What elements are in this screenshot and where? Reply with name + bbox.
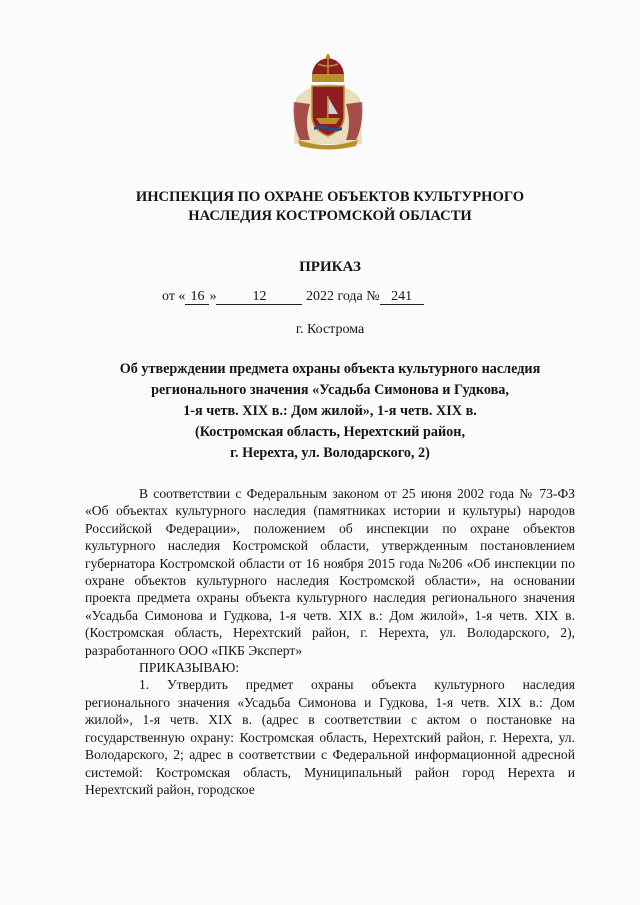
org-line-1: ИНСПЕКЦИЯ ПО ОХРАНЕ ОБЪЕКТОВ КУЛЬТУРНОГО bbox=[135, 189, 525, 205]
date-prefix: от « bbox=[162, 289, 186, 304]
title-line: регионального значения «Усадьба Симонова и Гудкова, bbox=[151, 382, 509, 398]
document-title bbox=[70, 359, 590, 464]
title-line: 1-я четв. XIX в.: Дом жилой», 1-я четв. XIX в. bbox=[183, 403, 477, 419]
item-1-paragraph: 1. Утвердить предмет охраны объекта культурного наследия регионального значения «Усадьба Симонова и Гудкова, 1-я четв. XIX в.: Дом жилой», 1-я четв. XIX в. (адрес в соответствии с актом о постановке на государственную охрану: Костромская область, Нерехтский район, г. Нерехта, ул. Володарского, 2; адрес в соответствии с Федеральной информационной адресной системой: Костромская область, Муниципальный район город Нерехта и Нерехтский район, городское bbox=[85, 677, 575, 797]
preamble-paragraph: В соответствии с Федеральным законом от 25 июня 2002 года № 73-ФЗ «Об объектах культурного наследия (памятниках истории и культуры) народов Российской Федерации», положением об инспекции по охране объектов культурного наследия Костромской области, утвержденным постановлением губернатора Костромской области от 16 ноября 2015 года №206 «Об инспекции по охране объектов культурного наследия Костромской области», на основании проекта предмета охраны объекта культурного наследия регионального значения «Усадьба Симонова и Гудкова, 1-я четв. XIX в.: Дом жилой», 1-я четв. XIX в. (Костромская область, Нерехтский район, г. Нерехта, ул. Володарского, 2), разработанного ООО «ПКБ Эксперт» bbox=[85, 486, 575, 658]
date-year: 2022 года № bbox=[305, 289, 380, 304]
date-number-line bbox=[162, 289, 424, 305]
organization-name bbox=[60, 188, 600, 226]
org-line-2: НАСЛЕДИЯ КОСТРОМСКОЙ ОБЛАСТИ bbox=[188, 208, 472, 224]
document-type: ПРИКАЗ bbox=[299, 259, 361, 275]
coat-of-arms-emblem bbox=[290, 54, 366, 150]
date-month: 12 bbox=[216, 289, 302, 305]
title-line: Об утверждении предмета охраны объекта культурного наследия bbox=[119, 361, 541, 377]
date-mid: » bbox=[209, 289, 217, 304]
crown-icon bbox=[312, 54, 344, 82]
date-day: 16 bbox=[185, 289, 209, 305]
city: г. Кострома bbox=[295, 322, 365, 337]
order-word: ПРИКАЗЫВАЮ: bbox=[139, 660, 240, 676]
document-body bbox=[85, 485, 575, 798]
title-line: (Костромская область, Нерехтский район, bbox=[195, 424, 465, 440]
title-line: г. Нерехта, ул. Володарского, 2) bbox=[230, 445, 430, 461]
document-number: 241 bbox=[380, 289, 424, 305]
